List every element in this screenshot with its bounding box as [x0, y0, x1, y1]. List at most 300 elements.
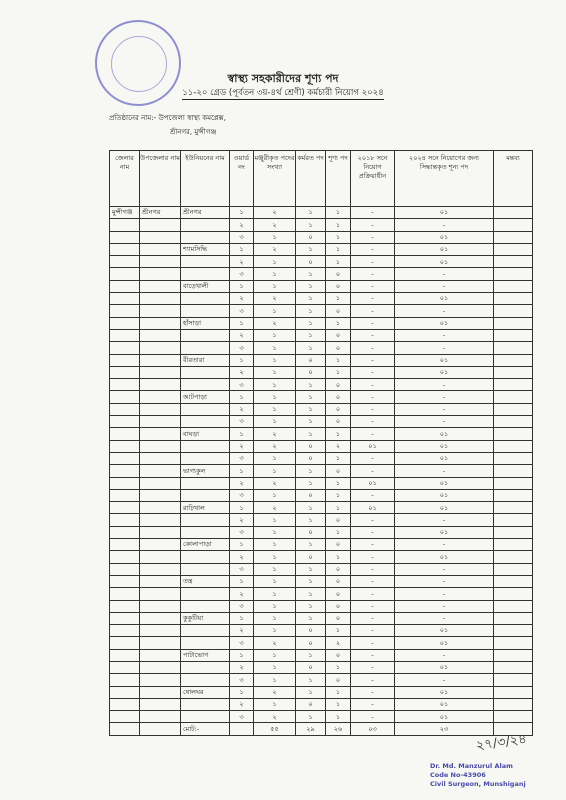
table-cell: ভাগ্যকুল	[181, 465, 230, 477]
table-cell: ২	[230, 219, 254, 231]
table-cell: ৩	[230, 674, 254, 686]
table-cell: ১	[254, 256, 296, 268]
table-cell: ০১	[351, 477, 395, 489]
table-cell: ১	[296, 575, 326, 587]
table-cell	[110, 440, 140, 452]
table-cell	[110, 231, 140, 243]
table-cell	[140, 354, 181, 366]
column-header: উপজেলার নাম	[140, 151, 181, 207]
table-cell: ১	[296, 477, 326, 489]
table-cell	[494, 698, 533, 710]
column-header: ইউনিয়নের নাম	[181, 151, 230, 207]
table-cell	[140, 231, 181, 243]
table-cell	[110, 428, 140, 440]
table-cell: ০১	[395, 625, 494, 637]
table-row	[110, 588, 533, 600]
table-cell: ১	[326, 428, 351, 440]
table-cell	[140, 539, 181, 551]
table-cell	[181, 563, 230, 575]
table-cell	[110, 219, 140, 231]
table-cell: ৩	[230, 600, 254, 612]
table-cell: -	[395, 280, 494, 292]
table-cell	[140, 440, 181, 452]
table-cell: -	[351, 342, 395, 354]
table-cell: ১	[326, 231, 351, 243]
table-cell: -	[351, 403, 395, 415]
table-cell: ০	[296, 256, 326, 268]
table-cell	[181, 416, 230, 428]
table-cell: ০১	[395, 207, 494, 219]
table-cell: ১	[230, 354, 254, 366]
table-cell	[230, 723, 254, 735]
table-cell: ২	[230, 698, 254, 710]
table-cell: -	[395, 600, 494, 612]
table-cell: -	[395, 329, 494, 341]
table-cell	[181, 379, 230, 391]
table-cell: ষোলঘর	[181, 686, 230, 698]
table-cell: ১	[254, 465, 296, 477]
table-cell	[140, 649, 181, 661]
table-cell: ০	[326, 575, 351, 587]
table-row	[110, 280, 533, 292]
table-cell: -	[351, 649, 395, 661]
table-cell	[110, 625, 140, 637]
column-header: ২০১৮ সনে নিয়োগ প্রক্রিয়াধীন	[351, 151, 395, 207]
table-cell: ১	[254, 539, 296, 551]
table-cell: ২	[230, 329, 254, 341]
table-cell: ১	[296, 563, 326, 575]
table-cell: ১	[296, 502, 326, 514]
table-cell: ০	[326, 305, 351, 317]
table-cell: ২	[230, 293, 254, 305]
table-cell: ১	[254, 661, 296, 673]
table-cell	[110, 600, 140, 612]
table-cell: ১	[254, 379, 296, 391]
table-cell: ১	[254, 526, 296, 538]
table-cell: ১	[230, 243, 254, 255]
table-cell: ১	[254, 268, 296, 280]
table-row	[110, 391, 533, 403]
table-cell: ১	[254, 625, 296, 637]
table-cell	[110, 268, 140, 280]
table-cell	[110, 723, 140, 735]
table-cell: -	[395, 539, 494, 551]
table-cell: ১	[254, 329, 296, 341]
table-cell: ১	[230, 649, 254, 661]
table-cell	[494, 207, 533, 219]
table-cell	[110, 649, 140, 661]
table-cell: ১	[326, 452, 351, 464]
table-row	[110, 207, 533, 219]
table-cell: ১	[254, 649, 296, 661]
table-cell: ১	[296, 268, 326, 280]
table-row	[110, 502, 533, 514]
table-cell: ১	[296, 649, 326, 661]
table-cell: -	[395, 612, 494, 624]
table-cell: ০	[296, 354, 326, 366]
table-cell: ১	[326, 526, 351, 538]
table-cell: ০১	[395, 256, 494, 268]
table-cell	[140, 268, 181, 280]
table-cell: ০১	[395, 366, 494, 378]
table-cell: ০১	[395, 637, 494, 649]
table-cell: ০৩	[351, 723, 395, 735]
table-cell: -	[395, 391, 494, 403]
table-cell: ৩	[230, 379, 254, 391]
table-cell	[494, 711, 533, 723]
table-cell	[494, 637, 533, 649]
table-cell: ১	[326, 625, 351, 637]
table-cell: ১	[254, 280, 296, 292]
table-cell	[181, 268, 230, 280]
table-cell: ০১	[351, 502, 395, 514]
table-cell: ২৩	[395, 723, 494, 735]
table-cell	[181, 625, 230, 637]
table-cell	[494, 563, 533, 575]
table-cell: শ্রীনগর	[140, 207, 181, 219]
table-cell: ২	[254, 243, 296, 255]
table-cell: ১	[326, 698, 351, 710]
table-cell: ২	[230, 366, 254, 378]
table-cell: ২	[230, 625, 254, 637]
table-cell	[494, 514, 533, 526]
table-cell	[181, 514, 230, 526]
table-cell: ১	[296, 219, 326, 231]
table-cell: ১	[326, 366, 351, 378]
table-cell: ১	[296, 416, 326, 428]
table-cell	[140, 280, 181, 292]
table-cell: ২	[326, 440, 351, 452]
table-cell	[494, 231, 533, 243]
table-cell	[140, 403, 181, 415]
table-cell	[494, 329, 533, 341]
table-cell	[140, 465, 181, 477]
table-cell: ১	[254, 354, 296, 366]
table-cell: ০	[326, 612, 351, 624]
column-header: ওয়ার্ড নং	[230, 151, 254, 207]
table-cell: ১	[254, 588, 296, 600]
table-cell	[140, 600, 181, 612]
table-cell: ০	[326, 268, 351, 280]
table-cell: ০	[326, 563, 351, 575]
table-cell	[110, 391, 140, 403]
signatory-code: Code No-43906	[430, 770, 486, 779]
signatory-office: Civil Surgeon, Munshiganj	[430, 779, 526, 788]
table-cell	[181, 588, 230, 600]
table-cell	[110, 539, 140, 551]
table-cell: ০	[326, 649, 351, 661]
table-cell: ২	[254, 293, 296, 305]
table-cell: ১	[296, 428, 326, 440]
table-cell: ০১	[395, 428, 494, 440]
table-cell: ১	[296, 539, 326, 551]
table-row	[110, 526, 533, 538]
table-cell	[494, 293, 533, 305]
table-cell: -	[351, 563, 395, 575]
table-cell	[181, 698, 230, 710]
table-cell: -	[395, 416, 494, 428]
table-cell: ১	[296, 465, 326, 477]
table-cell	[110, 354, 140, 366]
table-cell	[140, 219, 181, 231]
table-cell	[181, 477, 230, 489]
table-cell: -	[395, 674, 494, 686]
table-row	[110, 342, 533, 354]
table-cell: ১	[254, 342, 296, 354]
table-row	[110, 293, 533, 305]
table-cell: আটপাড়া	[181, 391, 230, 403]
table-cell: ৩	[230, 231, 254, 243]
table-cell	[110, 317, 140, 329]
table-cell	[140, 661, 181, 673]
table-row	[110, 698, 533, 710]
table-row	[110, 612, 533, 624]
table-cell: ১	[230, 575, 254, 587]
table-cell	[140, 428, 181, 440]
table-cell: ১	[326, 317, 351, 329]
table-cell	[110, 293, 140, 305]
table-cell: ৩	[230, 342, 254, 354]
table-cell	[140, 502, 181, 514]
table-cell	[494, 686, 533, 698]
table-cell: শ্রীনগর	[181, 207, 230, 219]
table-cell: ২	[230, 661, 254, 673]
table-cell	[110, 489, 140, 501]
table-cell: -	[351, 661, 395, 673]
signatory-block	[430, 762, 526, 788]
table-cell: ১	[296, 403, 326, 415]
table-cell: ০	[326, 674, 351, 686]
table-cell: ২৬	[326, 723, 351, 735]
table-cell: ০	[296, 231, 326, 243]
table-cell	[140, 723, 181, 735]
table-cell	[494, 354, 533, 366]
table-cell: ০১	[395, 502, 494, 514]
table-cell: মোট:-	[181, 723, 230, 735]
table-row	[110, 354, 533, 366]
table-cell: ২	[230, 440, 254, 452]
table-cell	[110, 379, 140, 391]
table-cell: -	[351, 329, 395, 341]
table-cell	[110, 243, 140, 255]
table-cell	[181, 219, 230, 231]
table-cell	[494, 379, 533, 391]
table-cell	[140, 575, 181, 587]
column-header: কর্মরত পদ	[296, 151, 326, 207]
table-cell: ০	[296, 551, 326, 563]
table-row	[110, 489, 533, 501]
table-cell: ২	[230, 477, 254, 489]
table-cell	[140, 637, 181, 649]
table-row	[110, 600, 533, 612]
table-cell	[494, 539, 533, 551]
table-cell: -	[351, 219, 395, 231]
table-cell	[494, 391, 533, 403]
table-cell	[110, 551, 140, 563]
table-cell	[494, 649, 533, 661]
table-cell	[494, 465, 533, 477]
table-cell: -	[351, 575, 395, 587]
table-cell: -	[351, 600, 395, 612]
table-cell	[140, 686, 181, 698]
table-cell	[140, 588, 181, 600]
table-cell	[181, 600, 230, 612]
table-row	[110, 379, 533, 391]
table-cell	[110, 514, 140, 526]
table-cell	[110, 502, 140, 514]
table-cell: -	[351, 243, 395, 255]
table-cell: ০১	[395, 551, 494, 563]
table-cell: বাঘড়া	[181, 428, 230, 440]
table-cell: -	[351, 588, 395, 600]
table-row	[110, 452, 533, 464]
table-row	[110, 403, 533, 415]
table-cell	[140, 674, 181, 686]
document-subtitle: ১১-২০ গ্রেড (পূর্বতন ৩য়-৪র্থ শ্রেণী) কর্মচারী নিয়োগ ২০২৪	[182, 88, 384, 98]
table-cell: ১	[254, 305, 296, 317]
table-cell: ৩	[230, 305, 254, 317]
table-cell	[110, 477, 140, 489]
table-cell: ০	[296, 440, 326, 452]
table-cell	[140, 329, 181, 341]
table-cell	[140, 366, 181, 378]
table-cell	[110, 256, 140, 268]
table-cell: ০১	[395, 317, 494, 329]
table-cell: ১	[254, 403, 296, 415]
table-cell: বীরতারা	[181, 354, 230, 366]
table-cell	[181, 342, 230, 354]
table-cell: ০১	[395, 243, 494, 255]
table-cell	[140, 477, 181, 489]
table-cell	[494, 256, 533, 268]
table-cell: ০১	[395, 489, 494, 501]
table-cell: -	[395, 649, 494, 661]
table-cell: -	[351, 612, 395, 624]
table-row	[110, 711, 533, 723]
table-cell	[494, 219, 533, 231]
table-cell: ২৯	[296, 723, 326, 735]
table-cell: ০	[296, 625, 326, 637]
table-cell: ০	[326, 588, 351, 600]
table-row	[110, 477, 533, 489]
table-cell: -	[351, 539, 395, 551]
table-cell	[181, 711, 230, 723]
table-cell	[494, 416, 533, 428]
table-cell: -	[351, 256, 395, 268]
table-cell: ১	[230, 612, 254, 624]
table-row	[110, 625, 533, 637]
table-cell: ১	[326, 354, 351, 366]
table-cell: ০	[326, 280, 351, 292]
table-cell: ৩	[230, 489, 254, 501]
table-cell: -	[351, 526, 395, 538]
table-cell: ১	[230, 465, 254, 477]
table-cell: -	[351, 674, 395, 686]
column-header: জেলার নাম	[110, 151, 140, 207]
table-cell: ১	[296, 686, 326, 698]
table-cell	[494, 661, 533, 673]
table-cell	[181, 403, 230, 415]
table-cell: বাড়েখালী	[181, 280, 230, 292]
table-row	[110, 219, 533, 231]
table-cell	[494, 403, 533, 415]
table-cell	[494, 575, 533, 587]
table-cell: ৩	[230, 563, 254, 575]
table-cell: ১	[230, 207, 254, 219]
table-cell	[140, 612, 181, 624]
table-cell: ১	[296, 588, 326, 600]
table-cell	[140, 243, 181, 255]
table-cell	[140, 698, 181, 710]
table-cell: ১	[230, 686, 254, 698]
table-cell	[140, 526, 181, 538]
table-cell: ২	[254, 207, 296, 219]
table-cell	[181, 637, 230, 649]
table-cell: -	[395, 305, 494, 317]
table-cell: ২	[326, 637, 351, 649]
table-row	[110, 575, 533, 587]
table-cell: ১	[296, 600, 326, 612]
table-cell: -	[351, 366, 395, 378]
table-cell: ১	[230, 502, 254, 514]
table-cell: ১	[296, 674, 326, 686]
table-cell: ১	[296, 329, 326, 341]
table-cell	[494, 428, 533, 440]
table-cell: ২	[254, 477, 296, 489]
table-cell: ০	[296, 366, 326, 378]
table-cell: তন্ত্র	[181, 575, 230, 587]
table-cell: ২	[254, 219, 296, 231]
table-cell: -	[395, 563, 494, 575]
table-cell	[494, 502, 533, 514]
table-cell: ১	[254, 489, 296, 501]
table-cell	[110, 465, 140, 477]
table-row	[110, 317, 533, 329]
table-cell: -	[351, 428, 395, 440]
table-cell: ১	[326, 686, 351, 698]
table-cell	[140, 563, 181, 575]
table-cell: -	[351, 268, 395, 280]
table-cell: ০	[326, 600, 351, 612]
table-header-row	[110, 151, 533, 207]
table-cell	[181, 661, 230, 673]
table-cell: -	[395, 514, 494, 526]
table-cell	[181, 440, 230, 452]
institution-line: প্রতিষ্ঠানের নাম:- উপজেলা স্বাস্থ্য কমপ্লেক্স,	[109, 114, 227, 122]
table-cell: হাঁসাড়া	[181, 317, 230, 329]
table-cell: ১	[326, 711, 351, 723]
table-cell: শ্যামসিদ্ধি	[181, 243, 230, 255]
table-cell: -	[351, 416, 395, 428]
vacancy-table	[109, 150, 533, 736]
table-cell	[110, 280, 140, 292]
table-cell: -	[351, 379, 395, 391]
table-cell: -	[395, 219, 494, 231]
table-cell	[110, 416, 140, 428]
table-cell: -	[351, 317, 395, 329]
table-cell	[140, 625, 181, 637]
table-cell: ১	[254, 674, 296, 686]
table-cell	[494, 317, 533, 329]
table-cell: -	[395, 588, 494, 600]
table-cell: -	[395, 379, 494, 391]
table-cell: ২	[254, 502, 296, 514]
table-cell	[181, 674, 230, 686]
table-cell	[110, 526, 140, 538]
column-header: মন্তব্য	[494, 151, 533, 207]
table-cell: ১	[296, 317, 326, 329]
table-cell: ৩	[230, 711, 254, 723]
